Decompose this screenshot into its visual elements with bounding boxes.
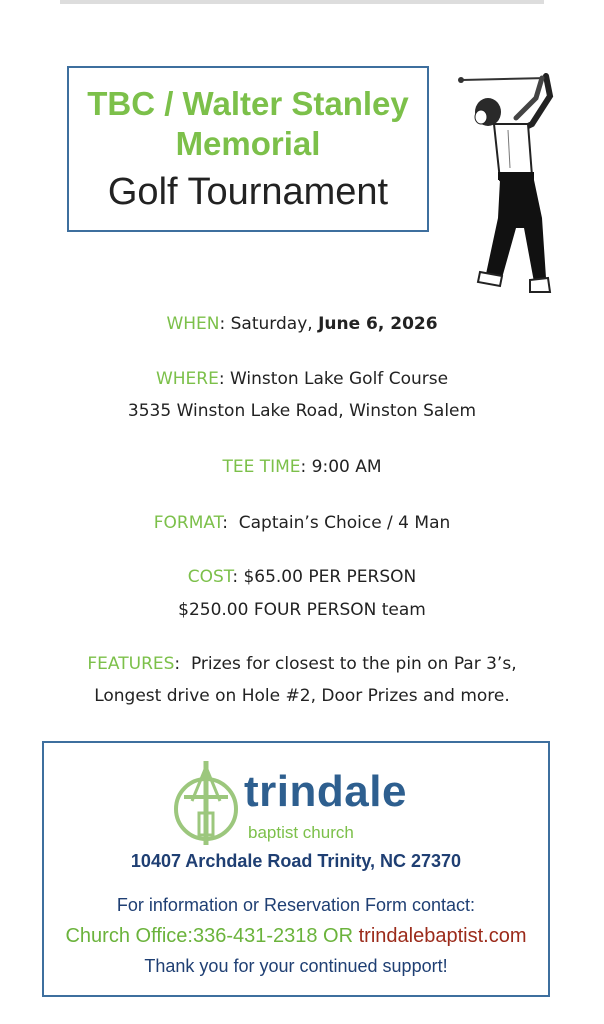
features-line-1: Prizes for closest to the pin on Par 3’s, <box>190 654 517 674</box>
golfer-illustration <box>450 68 570 308</box>
where-address: 3535 Winston Lake Road, Winston Salem <box>127 401 477 421</box>
title-line-2: Memorial <box>175 125 321 162</box>
contact-line <box>44 925 548 948</box>
when-day: Saturday, <box>230 314 313 334</box>
cross-logo-icon <box>172 757 244 847</box>
when-label: WHEN <box>166 314 220 334</box>
where-row: WHERE: Winston Lake Golf Course <box>155 369 449 389</box>
website-link[interactable]: trindalebaptist.com <box>358 925 527 947</box>
when-date: June 6, 2026 <box>318 314 438 334</box>
features-row: FEATURES: Prizes for closest to the pin on Par 3’s, <box>87 654 517 674</box>
logo-wordmark: trindale <box>244 767 407 816</box>
features-label: FEATURES <box>87 654 175 674</box>
cost-value-1: $65.00 PER PERSON <box>243 567 417 587</box>
cost-row: COST: $65.00 PER PERSON <box>187 567 417 587</box>
format-label: FORMAT <box>153 513 223 533</box>
cost-value-2: $250.00 FOUR PERSON team <box>178 600 426 620</box>
title-line-3: Golf Tournament <box>107 171 389 213</box>
when-row: WHEN: Saturday, June 6, 2026 <box>166 314 438 334</box>
church-logo <box>172 757 422 849</box>
contact-info: For information or Reservation Form contact: <box>116 895 476 915</box>
church-address: 10407 Archdale Road Trinity, NC 27370 <box>130 851 462 871</box>
church-box <box>42 741 550 997</box>
where-venue: Winston Lake Golf Course <box>229 369 449 389</box>
tee-label: TEE TIME <box>222 457 301 477</box>
logo-subtitle: baptist church <box>248 823 354 842</box>
title-line-1: TBC / Walter Stanley <box>87 85 409 122</box>
format-value: Captain’s Choice / 4 Man <box>238 513 451 533</box>
where-label: WHERE <box>155 369 219 389</box>
tee-value: 9:00 AM <box>311 457 382 477</box>
format-row: FORMAT: Captain’s Choice / 4 Man <box>153 513 451 533</box>
church-office: Church Office:336-431-2318 OR <box>65 925 354 947</box>
cost-label: COST <box>187 567 233 587</box>
features-line-2: Longest drive on Hole #2, Door Prizes and more. <box>94 686 510 706</box>
title-box <box>67 66 429 232</box>
top-border <box>60 0 544 4</box>
thanks-line: Thank you for your continued support! <box>144 956 448 976</box>
tee-row: TEE TIME: 9:00 AM <box>222 457 382 477</box>
